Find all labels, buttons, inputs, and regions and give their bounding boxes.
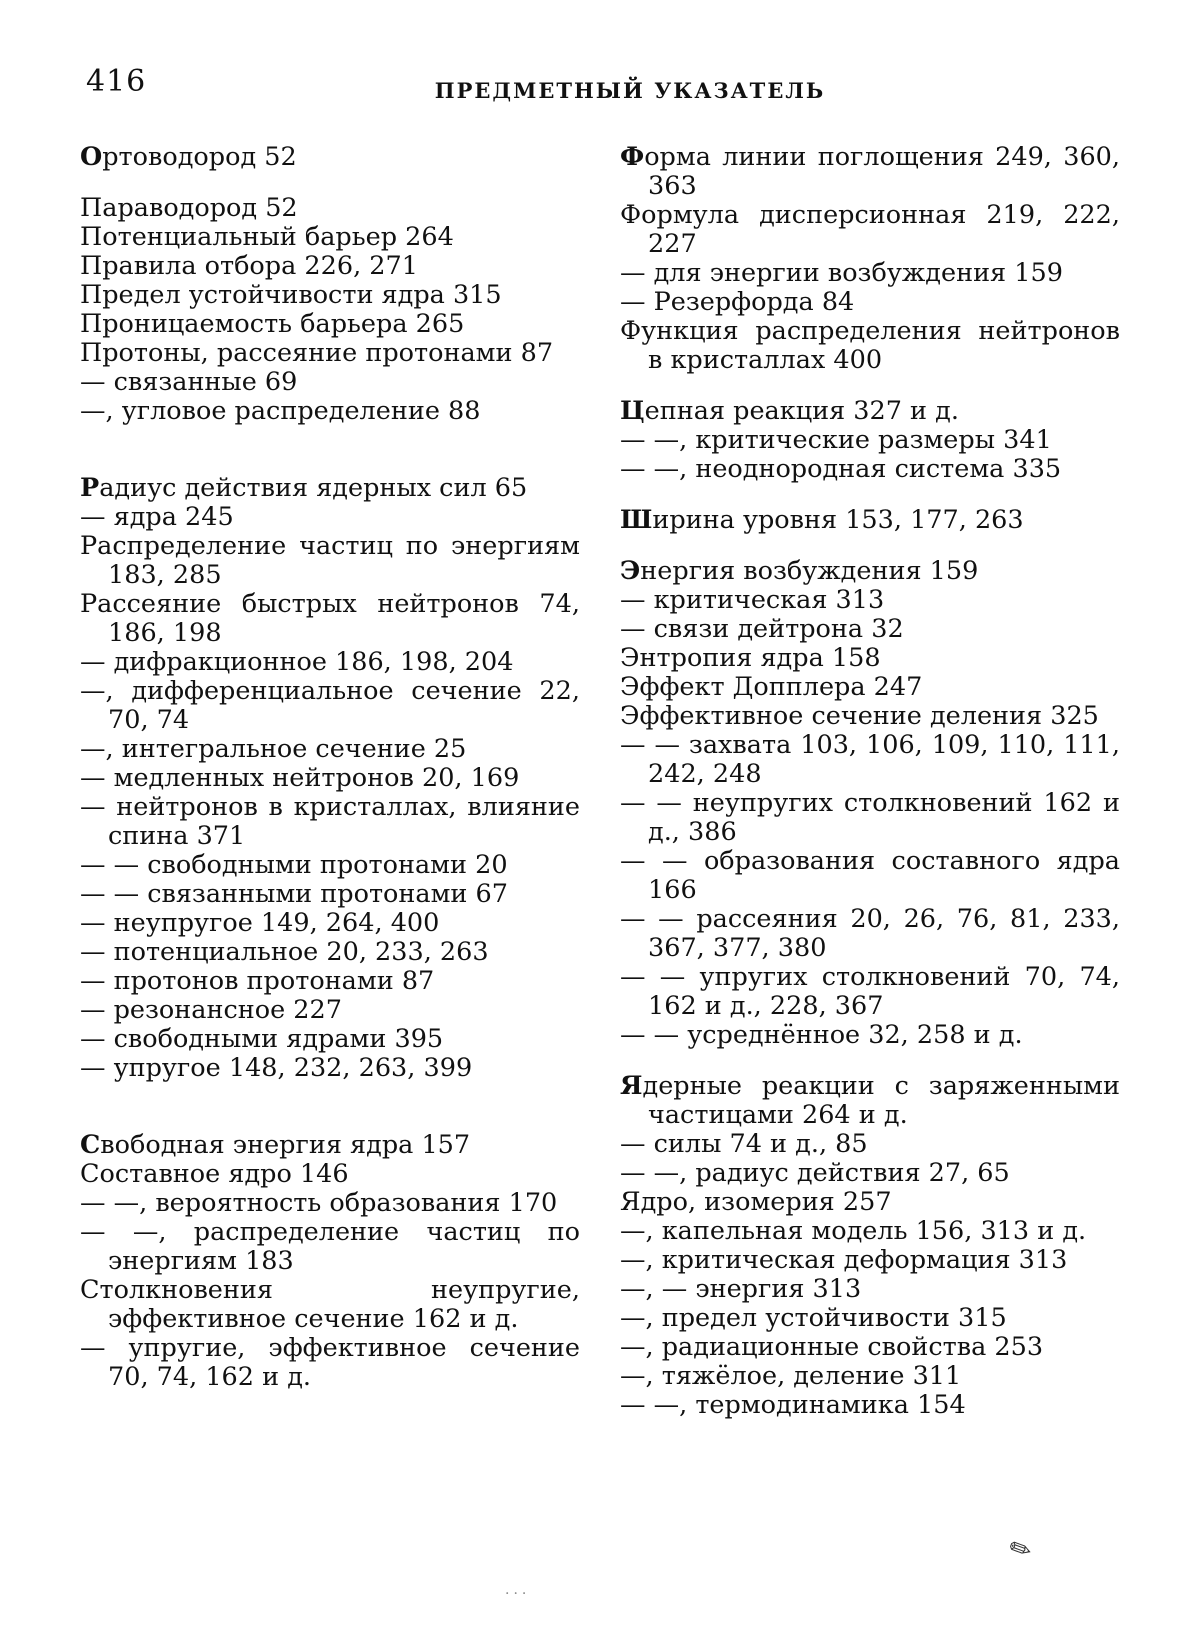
index-page [0, 0, 1200, 1644]
index-entry-text: — связи дейтрона 32 [620, 614, 904, 644]
index-entry-text: —, критическая деформация 313 [620, 1245, 1067, 1275]
index-letter-group [80, 474, 580, 1083]
index-entry-text: —, тяжёлое, деление 311 [620, 1361, 961, 1391]
index-entry-text: Составное ядро 146 [80, 1159, 349, 1189]
index-entry [620, 1246, 1120, 1275]
index-entry [80, 474, 580, 503]
index-entry-text: — — образования составного ядра 166 [620, 846, 1120, 905]
index-entry-text: — медленных нейтронов 20, 169 [80, 763, 519, 793]
index-entry [80, 143, 580, 172]
index-entry [80, 735, 580, 764]
index-entry [620, 426, 1120, 455]
index-entry [620, 1362, 1120, 1391]
index-letter-group [620, 557, 1120, 1050]
index-entry [80, 397, 580, 426]
index-letter-group [620, 397, 1120, 484]
index-entry [620, 1188, 1120, 1217]
index-entry [80, 1025, 580, 1054]
index-entry-text: Эффект Допплера 247 [620, 672, 922, 702]
index-entry-text: Ядро, изомерия 257 [620, 1187, 892, 1217]
page-number: 416 [86, 64, 146, 99]
index-entry-text: —, — энергия 313 [620, 1274, 861, 1304]
index-entry [620, 1333, 1120, 1362]
index-entry-text: —, предел устойчивости 315 [620, 1303, 1007, 1333]
index-entry-text: —, радиационные свойства 253 [620, 1332, 1043, 1362]
index-initial-letter: Ш [620, 505, 652, 535]
index-entry-text: адиус действия ядерных сил 65 [99, 473, 527, 503]
index-entry-text: — протонов протонами 87 [80, 966, 434, 996]
index-entry-text: — упругие, эффективное сечение 70, 74, 162 и д. [80, 1333, 580, 1392]
index-entry [620, 1130, 1120, 1159]
index-entry-text: вободная энергия ядра 157 [100, 1130, 470, 1160]
index-entry-text: — — связанными протонами 67 [80, 879, 508, 909]
index-entry-text: Энтропия ядра 158 [620, 643, 881, 673]
index-entry-text: — — упругих столкновений 70, 74, 162 и д., 228, 367 [620, 962, 1120, 1021]
index-entry-text: Протоны, рассеяние протонами 87 [80, 338, 553, 368]
index-entry-text: орма линии поглощения 249, 360, 363 [644, 142, 1120, 201]
index-entry-text: Предел устойчивости ядра 315 [80, 280, 502, 310]
index-entry-text: — —, распределение частиц по энергиям 183 [80, 1217, 580, 1276]
index-initial-letter: Ф [620, 142, 644, 172]
index-entry [620, 143, 1120, 201]
index-entry [80, 1189, 580, 1218]
index-column-right [620, 143, 1120, 1442]
index-entry-text: ирина уровня 153, 177, 263 [652, 505, 1023, 535]
index-letter-group [620, 506, 1120, 535]
index-entry-text: — силы 74 и д., 85 [620, 1129, 868, 1159]
index-entry [80, 880, 580, 909]
index-entry-text: — связанные 69 [80, 367, 297, 397]
index-entry [620, 847, 1120, 905]
index-entry [620, 201, 1120, 259]
index-entry [80, 368, 580, 397]
index-entry [620, 963, 1120, 1021]
index-entry [80, 996, 580, 1025]
index-entry [80, 909, 580, 938]
index-entry [80, 938, 580, 967]
index-entry [80, 793, 580, 851]
index-entry [620, 1072, 1120, 1130]
index-entry [80, 1218, 580, 1276]
index-entry [80, 1160, 580, 1189]
index-entry [620, 506, 1120, 535]
index-entry-text: —, интегральное сечение 25 [80, 734, 466, 764]
index-entry [620, 1217, 1120, 1246]
index-entry [620, 259, 1120, 288]
index-entry-text: — упругое 148, 232, 263, 399 [80, 1053, 472, 1083]
index-entry-text: Столкновения неупругие, эффективное сечение 162 и д. [80, 1275, 580, 1334]
index-entry-text: — неупругое 149, 264, 400 [80, 908, 439, 938]
index-entry-text: — свободными ядрами 395 [80, 1024, 443, 1054]
scan-dots: ··· [505, 1586, 530, 1602]
index-entry-text: —, дифференциальное сечение 22, 70, 74 [80, 676, 580, 735]
index-entry-text: Потенциальный барьер 264 [80, 222, 454, 252]
index-entry [620, 1021, 1120, 1050]
index-initial-letter: С [80, 1130, 100, 1160]
index-entry [80, 281, 580, 310]
index-entry [80, 1276, 580, 1334]
index-entry-text: Параводород 52 [80, 193, 298, 223]
index-entry [620, 397, 1120, 426]
index-entry-text: — критическая 313 [620, 585, 884, 615]
index-entry [80, 677, 580, 735]
index-entry [620, 317, 1120, 375]
index-entry [620, 1275, 1120, 1304]
index-entry [80, 1131, 580, 1160]
index-entry-text: Правила отбора 226, 271 [80, 251, 418, 281]
index-entry-text: — — усреднённое 32, 258 и д. [620, 1020, 1023, 1050]
index-entry-text: Распределение частиц по энергиям 183, 285 [80, 531, 580, 590]
index-entry-text: — —, радиус действия 27, 65 [620, 1158, 1010, 1188]
index-letter-group [80, 143, 580, 172]
index-entry [620, 1159, 1120, 1188]
index-entry-text: — Резерфорда 84 [620, 287, 854, 317]
index-entry [80, 764, 580, 793]
index-entry-text: — —, неоднородная система 335 [620, 454, 1061, 484]
index-entry [80, 252, 580, 281]
index-initial-letter: Э [620, 556, 640, 586]
index-entry-text: епная реакция 327 и д. [645, 396, 959, 426]
index-entry [620, 1391, 1120, 1420]
index-initial-letter: О [80, 142, 102, 172]
index-column-left [80, 143, 580, 1414]
index-entry [80, 967, 580, 996]
index-entry-text: Рассеяние быстрых нейтронов 74, 186, 198 [80, 589, 580, 648]
index-entry-text: — — свободными протонами 20 [80, 850, 508, 880]
index-entry-text: — дифракционное 186, 198, 204 [80, 647, 513, 677]
index-entry [80, 503, 580, 532]
index-entry-text: — — неупругих столкновений 162 и д., 386 [620, 788, 1120, 847]
index-entry [620, 288, 1120, 317]
index-entry [80, 310, 580, 339]
index-initial-letter: Р [80, 473, 99, 503]
index-letter-group [620, 143, 1120, 375]
index-entry [80, 1334, 580, 1392]
index-entry [80, 194, 580, 223]
index-initial-letter: Я [620, 1071, 643, 1101]
index-entry [80, 223, 580, 252]
index-entry-text: Функция распределения нейтронов в кристаллах 400 [620, 316, 1120, 375]
index-entry [620, 673, 1120, 702]
index-entry [620, 702, 1120, 731]
index-entry-text: Эффективное сечение деления 325 [620, 701, 1099, 731]
index-entry [620, 644, 1120, 673]
index-entry [620, 557, 1120, 586]
running-title: ПРЕДМЕТНЫЙ УКАЗАТЕЛЬ [420, 78, 840, 103]
index-entry-text: —, капельная модель 156, 313 и д. [620, 1216, 1086, 1246]
index-entry [620, 586, 1120, 615]
index-entry [80, 1054, 580, 1083]
index-entry [80, 590, 580, 648]
index-entry-text: нергия возбуждения 159 [640, 556, 978, 586]
index-entry-text: дерные реакции с заряженными частицами 264 и д. [643, 1071, 1121, 1130]
index-initial-letter: Ц [620, 396, 645, 426]
index-entry-text: Формула дисперсионная 219, 222, 227 [620, 200, 1120, 259]
index-entry-text: — нейтронов в кристаллах, влияние спина 371 [80, 792, 580, 851]
index-entry [620, 455, 1120, 484]
index-letter-group [620, 1072, 1120, 1420]
index-entry-text: Проницаемость барьера 265 [80, 309, 464, 339]
index-entry [80, 339, 580, 368]
index-entry [80, 851, 580, 880]
index-entry-text: — для энергии возбуждения 159 [620, 258, 1063, 288]
index-letter-group [80, 194, 580, 426]
index-entry-text: — —, вероятность образования 170 [80, 1188, 557, 1218]
index-entry-text: — ядра 245 [80, 502, 234, 532]
index-entry [620, 905, 1120, 963]
index-entry-text: — — рассеяния 20, 26, 76, 81, 233, 367, 377, 380 [620, 904, 1120, 963]
index-entry [80, 532, 580, 590]
index-entry-text: ртоводород 52 [102, 142, 296, 172]
index-entry-text: — потенциальное 20, 233, 263 [80, 937, 489, 967]
index-entry-text: —, угловое распределение 88 [80, 396, 480, 426]
index-entry [620, 615, 1120, 644]
index-entry [620, 1304, 1120, 1333]
index-entry [620, 789, 1120, 847]
pencil-mark-icon: ✎ [1005, 1532, 1037, 1568]
index-entry-text: — —, термодинамика 154 [620, 1390, 966, 1420]
index-entry [620, 731, 1120, 789]
index-entry-text: — резонансное 227 [80, 995, 342, 1025]
index-entry-text: — —, критические размеры 341 [620, 425, 1052, 455]
index-letter-group [80, 1131, 580, 1392]
index-entry [80, 648, 580, 677]
index-entry-text: — — захвата 103, 106, 109, 110, 111, 242, 248 [620, 730, 1120, 789]
